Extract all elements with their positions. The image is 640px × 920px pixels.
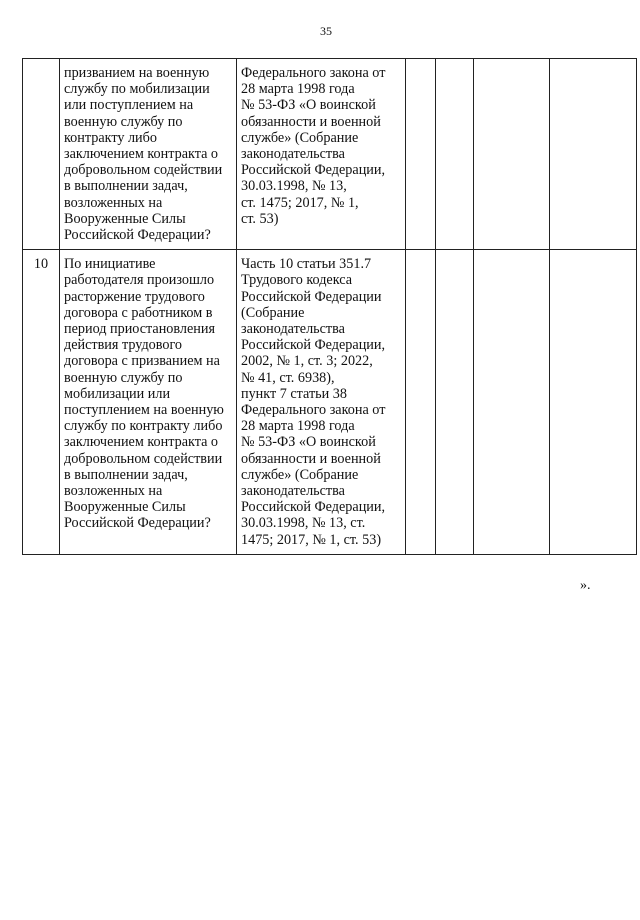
text-line: законодательства <box>241 146 345 163</box>
text-line: Трудового кодекса <box>241 272 353 289</box>
text-line: службу по контракту либо <box>64 418 223 435</box>
text-line: службе» (Собрание <box>241 466 359 483</box>
text-line: Российской Федерации, <box>241 162 386 179</box>
text-line: расторжение трудового <box>64 288 205 305</box>
text-line: 28 марта 1998 года <box>241 418 355 435</box>
text-line: Российской Федерации, <box>241 499 386 516</box>
text-line: Российской Федерации? <box>64 227 211 244</box>
text-line: военную службу по <box>64 113 183 130</box>
text-line: Федерального закона от <box>241 402 386 419</box>
text-line: (Собрание <box>241 304 305 321</box>
table-row <box>23 250 637 555</box>
row-number-cell <box>23 250 60 555</box>
text-line: Часть 10 статьи 351.7 <box>241 256 372 273</box>
text-line: обязанности и военной <box>241 113 381 130</box>
text-line: 1475; 2017, № 1, ст. 53) <box>241 531 382 548</box>
closing-quote-mark: ». <box>580 578 591 593</box>
text-line: действия трудового <box>64 337 183 354</box>
legal-reference-text <box>241 256 401 548</box>
text-line: мобилизации или <box>64 385 171 402</box>
checklist-table <box>22 58 637 555</box>
text-line: добровольном содействии <box>64 162 223 179</box>
text-line: ст. 1475; 2017, № 1, <box>241 194 359 211</box>
row-number: 10 <box>33 256 49 273</box>
note-cell <box>550 59 637 250</box>
text-line: договора с работником в <box>64 304 213 321</box>
answer-no-cell <box>436 59 474 250</box>
text-line: № 53-ФЗ «О воинской <box>241 434 376 451</box>
text-line: заключением контракта о <box>64 434 219 451</box>
text-line: в выполнении задач, <box>64 466 188 483</box>
text-line: пункт 7 статьи 38 <box>241 385 347 402</box>
answer-no-cell <box>436 250 474 555</box>
question-text <box>64 65 232 243</box>
text-line: службу по мобилизации <box>64 81 210 98</box>
text-line: период приостановления <box>64 321 216 338</box>
text-line: 2002, № 1, ст. 3; 2022, <box>241 353 373 370</box>
text-line: службе» (Собрание <box>241 129 359 146</box>
text-line: 30.03.1998, № 13, ст. <box>241 515 366 532</box>
question-cell <box>60 59 237 250</box>
not-applicable-cell <box>474 250 550 555</box>
question-cell <box>60 250 237 555</box>
row-number-cell <box>23 59 60 250</box>
text-line: призванием на военную <box>64 65 210 81</box>
text-line: № 53-ФЗ «О воинской <box>241 97 376 114</box>
text-line: № 41, ст. 6938), <box>241 369 335 386</box>
text-line: договора с призванием на <box>64 353 220 370</box>
text-line: Федерального закона от <box>241 65 386 81</box>
legal-reference-cell <box>237 250 406 555</box>
text-line: По инициативе <box>64 256 156 273</box>
text-line: Российской Федерации? <box>64 515 211 532</box>
text-line: в выполнении задач, <box>64 178 188 195</box>
text-line: законодательства <box>241 483 345 500</box>
text-line: Вооруженные Силы <box>64 210 186 227</box>
text-line: ст. 53) <box>241 210 279 227</box>
text-line: возложенных на <box>64 194 163 211</box>
answer-yes-cell <box>406 250 436 555</box>
text-line: или поступлением на <box>64 97 194 114</box>
text-line: Российской Федерации <box>241 288 382 305</box>
answer-yes-cell <box>406 59 436 250</box>
note-cell <box>550 250 637 555</box>
text-line: добровольном содействии <box>64 450 223 467</box>
text-line: работодателя произошло <box>64 272 215 289</box>
text-line: поступлением на военную <box>64 402 224 419</box>
legal-reference-cell <box>237 59 406 250</box>
text-line: законодательства <box>241 321 345 338</box>
text-line: военную службу по <box>64 369 183 386</box>
legal-reference-text <box>241 65 401 227</box>
not-applicable-cell <box>474 59 550 250</box>
table-row <box>23 59 637 250</box>
text-line: обязанности и военной <box>241 450 381 467</box>
question-text <box>64 256 232 531</box>
text-line: возложенных на <box>64 483 163 500</box>
text-line: заключением контракта о <box>64 146 219 163</box>
text-line: 30.03.1998, № 13, <box>241 178 347 195</box>
text-line: Российской Федерации, <box>241 337 386 354</box>
text-line: контракту либо <box>64 129 157 146</box>
text-line: Вооруженные Силы <box>64 499 186 516</box>
text-line: 28 марта 1998 года <box>241 81 355 98</box>
page-number: 35 <box>320 24 332 38</box>
